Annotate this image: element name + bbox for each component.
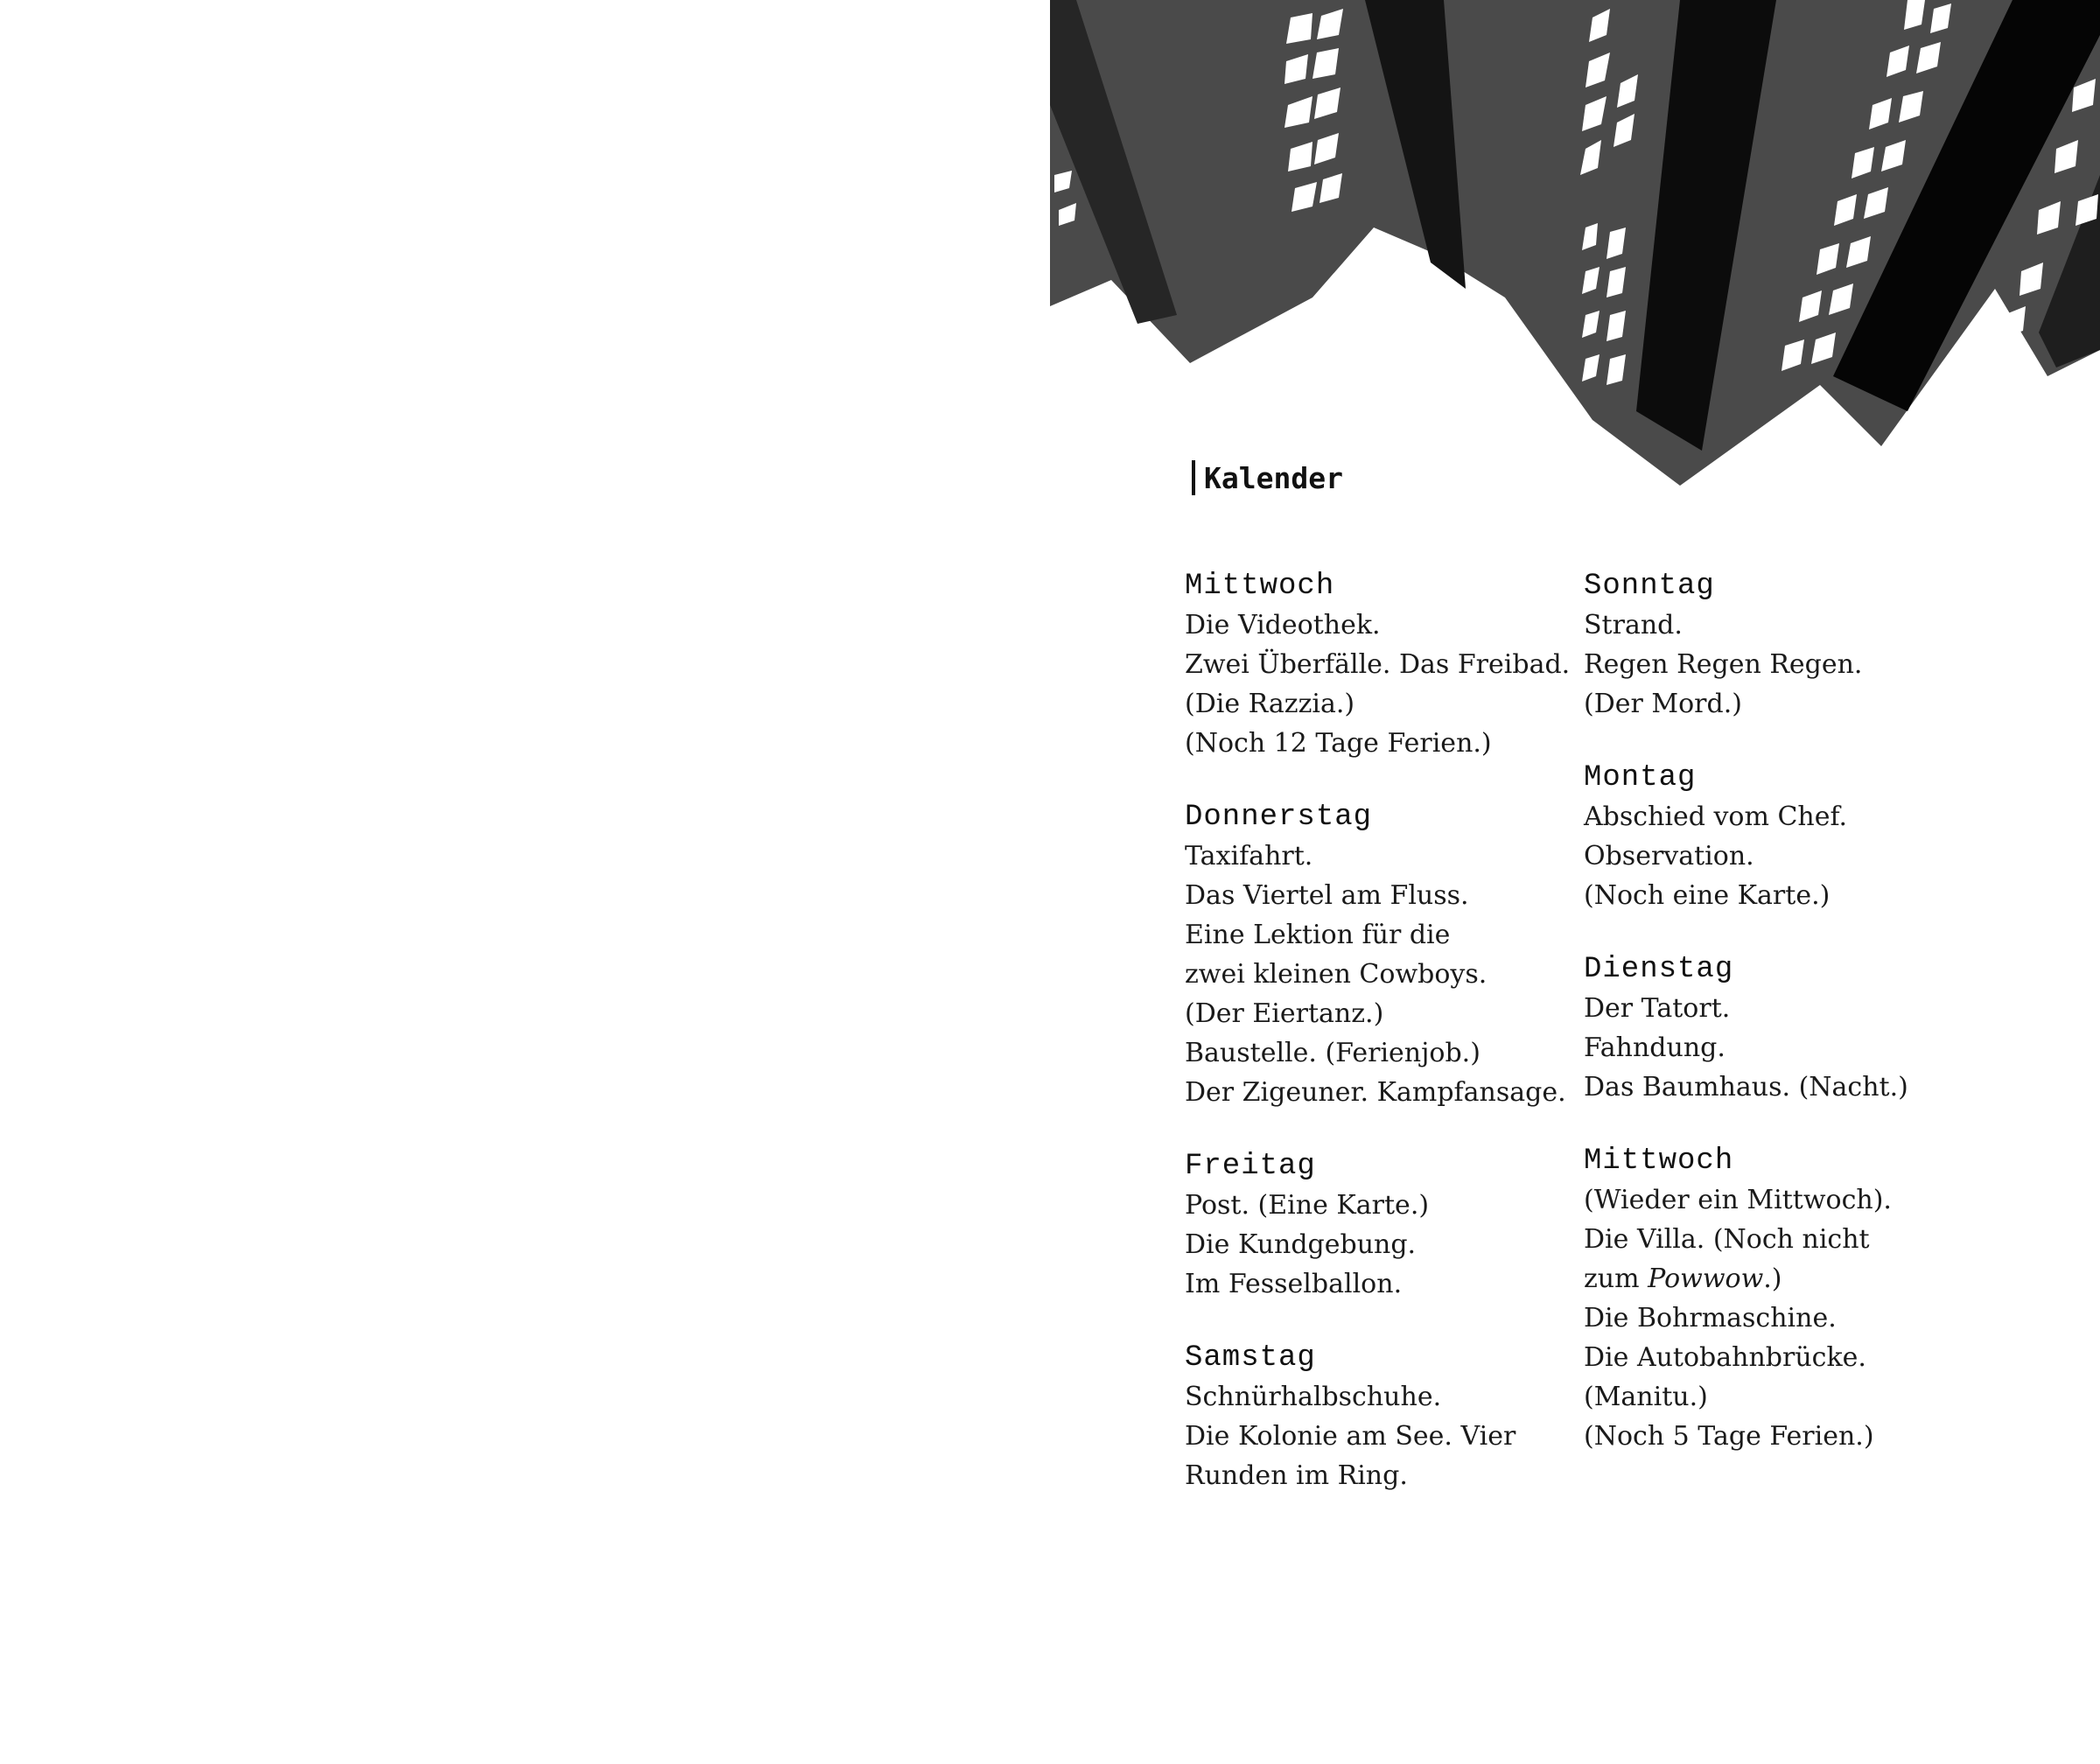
day-entry-text: .) — [1763, 1264, 1782, 1294]
day-entry: Der Tatort. — [1584, 993, 1731, 1024]
day-entry: Die Kundgebung. — [1185, 1229, 1417, 1260]
right-page — [1050, 0, 2100, 1764]
day-entry: Die Bohrmaschine. — [1584, 1303, 1837, 1334]
day-entry: Strand. — [1584, 610, 1683, 640]
day-entry: Eine Lektion für die — [1185, 920, 1451, 950]
day-entry: Taxifahrt. — [1185, 841, 1313, 872]
day-entry: Abschied vom Chef. — [1584, 802, 1848, 832]
day-heading: Mittwoch — [1584, 1144, 1734, 1178]
day-entry: (Der Mord.) — [1584, 689, 1742, 719]
day-entry: (Manitu.) — [1584, 1382, 1708, 1412]
day-entry: Die Videothek. — [1185, 610, 1381, 640]
day-entry: (Der Eiertanz.) — [1185, 998, 1384, 1029]
calendar-day — [1185, 567, 1587, 763]
page-title-text: Kalender — [1204, 460, 1343, 495]
calendar-column-left — [1185, 567, 1587, 1530]
day-entry: zwei kleinen Cowboys. — [1185, 959, 1488, 990]
day-entry: (Noch 5 Tage Ferien.) — [1584, 1421, 1874, 1452]
day-heading: Montag — [1584, 761, 1697, 794]
day-entry: Der Zigeuner. Kampfansage. — [1185, 1077, 1566, 1108]
day-entry: Schnürhalbschuhe. — [1185, 1382, 1442, 1412]
calendar-column-right — [1584, 567, 1986, 1491]
day-entry: Fahndung. — [1584, 1032, 1726, 1063]
day-entry-text: zum — [1584, 1264, 1648, 1294]
calendar-day — [1185, 1339, 1587, 1495]
day-entry: Die Kolonie am See. Vier — [1185, 1421, 1516, 1452]
day-entry: (Noch 12 Tage Ferien.) — [1185, 728, 1492, 759]
day-entry: Das Baumhaus. (Nacht.) — [1584, 1072, 1908, 1102]
day-entry: Observation. — [1584, 841, 1754, 872]
calendar-day — [1584, 567, 1986, 724]
title-bar-marker — [1192, 460, 1195, 495]
calendar-day — [1584, 1142, 1986, 1456]
calendar-day — [1584, 759, 1986, 915]
day-heading: Donnerstag — [1185, 801, 1373, 834]
calendar-day — [1185, 1147, 1587, 1304]
day-entry: Baustelle. (Ferienjob.) — [1185, 1038, 1480, 1068]
calendar-day — [1584, 950, 1986, 1107]
day-entry: Post. (Eine Karte.) — [1185, 1190, 1430, 1221]
day-entry: Zwei Überfälle. Das Freibad. — [1185, 649, 1571, 680]
day-entry: Das Viertel am Fluss. — [1185, 880, 1469, 911]
day-entry: Die Villa. (Noch nicht — [1584, 1224, 1870, 1255]
day-heading: Samstag — [1185, 1341, 1316, 1375]
day-entry: (Die Razzia.) — [1185, 689, 1355, 719]
day-heading: Sonntag — [1584, 570, 1715, 603]
page-title — [1192, 460, 1343, 495]
day-entry: Im Fesselballon. — [1185, 1269, 1403, 1299]
day-heading: Freitag — [1185, 1150, 1316, 1183]
day-entry: Runden im Ring. — [1185, 1460, 1408, 1491]
day-entry: (Wieder ein Mittwoch). — [1584, 1185, 1892, 1215]
italic-word: Powwow — [1648, 1264, 1764, 1294]
day-entry: Die Autobahnbrücke. — [1584, 1342, 1866, 1373]
calendar-day — [1185, 798, 1587, 1112]
day-heading: Dienstag — [1584, 953, 1734, 986]
day-entry: (Noch eine Karte.) — [1584, 880, 1830, 911]
high-rise-buildings-illustration — [1050, 0, 2100, 490]
day-entry-with-italic — [1584, 1259, 1986, 1298]
day-heading: Mittwoch — [1185, 570, 1335, 603]
day-entry: Regen Regen Regen. — [1584, 649, 1863, 680]
